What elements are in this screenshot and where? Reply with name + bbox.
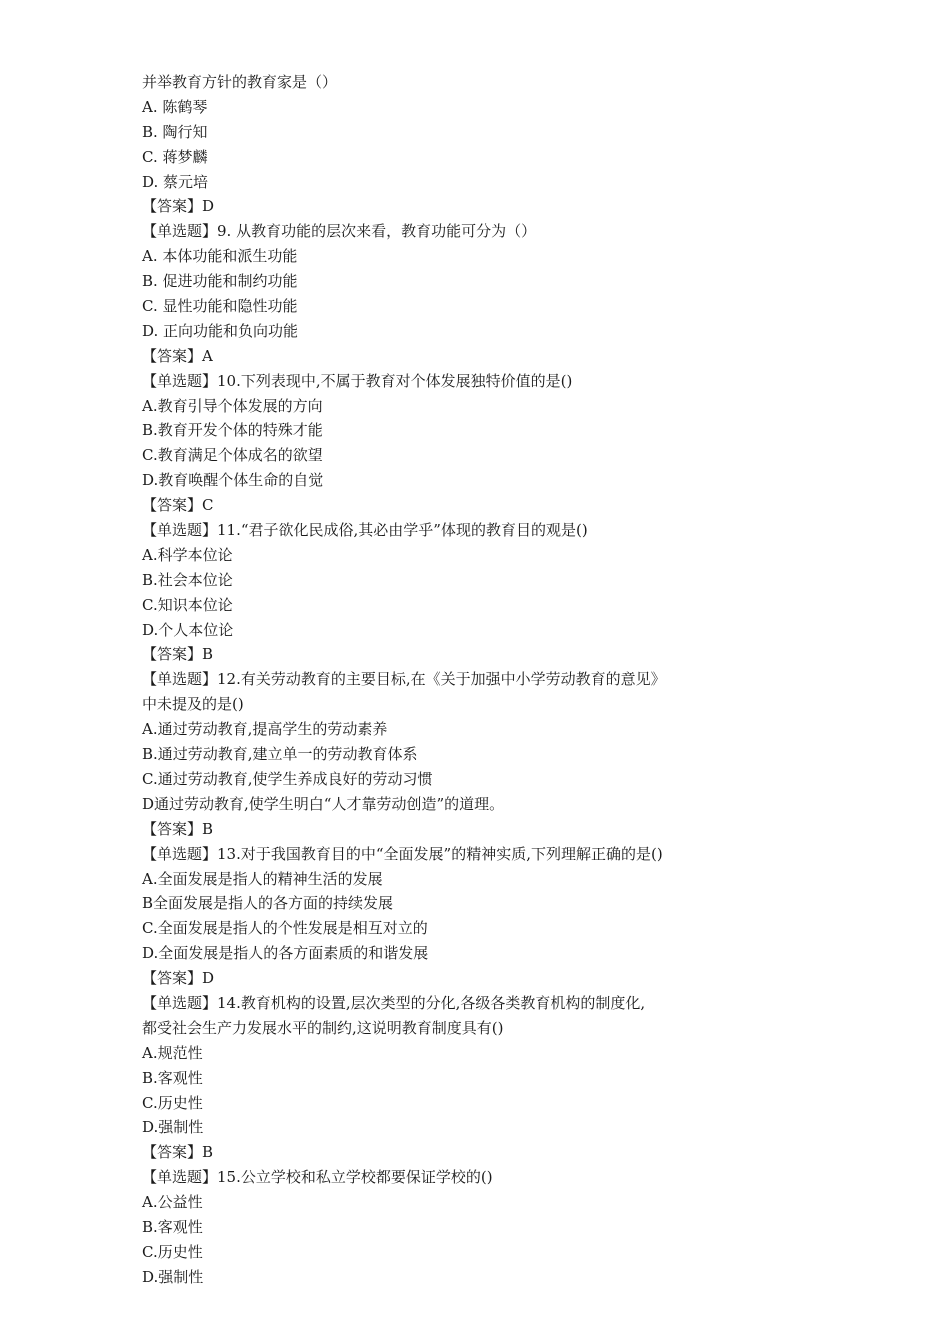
answer-line: 【答案】C xyxy=(142,496,214,515)
option-a: A.公益性 xyxy=(142,1193,203,1212)
option-a: A.科学本位论 xyxy=(142,545,233,564)
option-c: C.历史性 xyxy=(142,1242,203,1261)
option-a: A.规范性 xyxy=(142,1043,203,1062)
option-c: C.通过劳动教育,使学生养成良好的劳动习惯 xyxy=(142,769,433,788)
question-12-continued: 中未提及的是() xyxy=(142,695,244,714)
answer-line: 【答案】B xyxy=(142,1143,214,1162)
option-b: B. 促进功能和制约功能 xyxy=(142,272,298,291)
option-a: A. 陈鹤琴 xyxy=(142,97,208,116)
option-a: A.教育引导个体发展的方向 xyxy=(142,396,323,415)
question-10: 【单选题】10.下列表现中,不属于教育对个体发展独特价值的是() xyxy=(142,371,573,390)
question-text-line: 并举教育方针的教育家是（） xyxy=(142,73,338,91)
option-c: C.教育满足个体成名的欲望 xyxy=(142,446,323,465)
option-b: B.客观性 xyxy=(142,1217,203,1236)
option-c: C. 蒋梦麟 xyxy=(142,147,208,166)
option-d: D.强制性 xyxy=(142,1267,204,1286)
answer-line: 【答案】B xyxy=(142,819,214,838)
question-14: 【单选题】14.教育机构的设置,层次类型的分化,各级各类教育机构的制度化, xyxy=(142,993,646,1012)
option-c: C.全面发展是指人的个性发展是相互对立的 xyxy=(142,919,428,938)
option-b: B.客观性 xyxy=(142,1068,203,1087)
question-11: 【单选题】11.“君子欲化民成俗,其必由学乎”体现的教育目的观是() xyxy=(142,521,588,540)
option-d: D.强制性 xyxy=(142,1118,204,1137)
option-d: D. 蔡元培 xyxy=(142,172,209,191)
option-b: B. 陶行知 xyxy=(142,122,208,141)
answer-line: 【答案】D xyxy=(142,969,215,988)
question-13: 【单选题】13.对于我国教育目的中“全面发展”的精神实质,下列理解正确的是() xyxy=(142,844,663,863)
option-c: C.知识本位论 xyxy=(142,595,233,614)
question-14-continued: 都受社会生产力发展水平的制约,这说明教育制度具有() xyxy=(142,1018,504,1037)
question-9: 【单选题】9. 从教育功能的层次来看，教育功能可分为（） xyxy=(142,222,537,241)
option-c: C.历史性 xyxy=(142,1093,203,1112)
option-d: D.个人本位论 xyxy=(142,620,234,639)
answer-line: 【答案】D xyxy=(142,197,215,216)
option-b: B.社会本位论 xyxy=(142,570,233,589)
option-b: B.通过劳动教育,建立单一的劳动教育体系 xyxy=(142,745,418,764)
option-a: A. 本体功能和派生功能 xyxy=(142,247,298,266)
option-b: B全面发展是指人的各方面的持续发展 xyxy=(142,894,394,913)
option-d: D.教育唤醒个体生命的自觉 xyxy=(142,471,324,490)
option-b: B.教育开发个体的特殊才能 xyxy=(142,421,323,440)
option-d: D.全面发展是指人的各方面素质的和谐发展 xyxy=(142,944,429,963)
answer-line: 【答案】B xyxy=(142,645,214,664)
option-a: A.全面发展是指人的精神生活的发展 xyxy=(142,869,383,888)
document-page xyxy=(142,70,902,1290)
answer-line: 【答案】A xyxy=(142,346,213,365)
question-12: 【单选题】12.有关劳动教育的主要目标,在《关于加强中小学劳动教育的意见》 xyxy=(142,670,666,689)
question-15: 【单选题】15.公立学校和私立学校都要保证学校的() xyxy=(142,1168,493,1187)
option-d: D. 正向功能和负向功能 xyxy=(142,321,299,340)
option-d: D通过劳动教育,使学生明白“人才靠劳动创造”的道理。 xyxy=(142,794,505,813)
option-a: A.通过劳动教育,提高学生的劳动素养 xyxy=(142,720,388,739)
option-c: C. 显性功能和隐性功能 xyxy=(142,297,298,316)
